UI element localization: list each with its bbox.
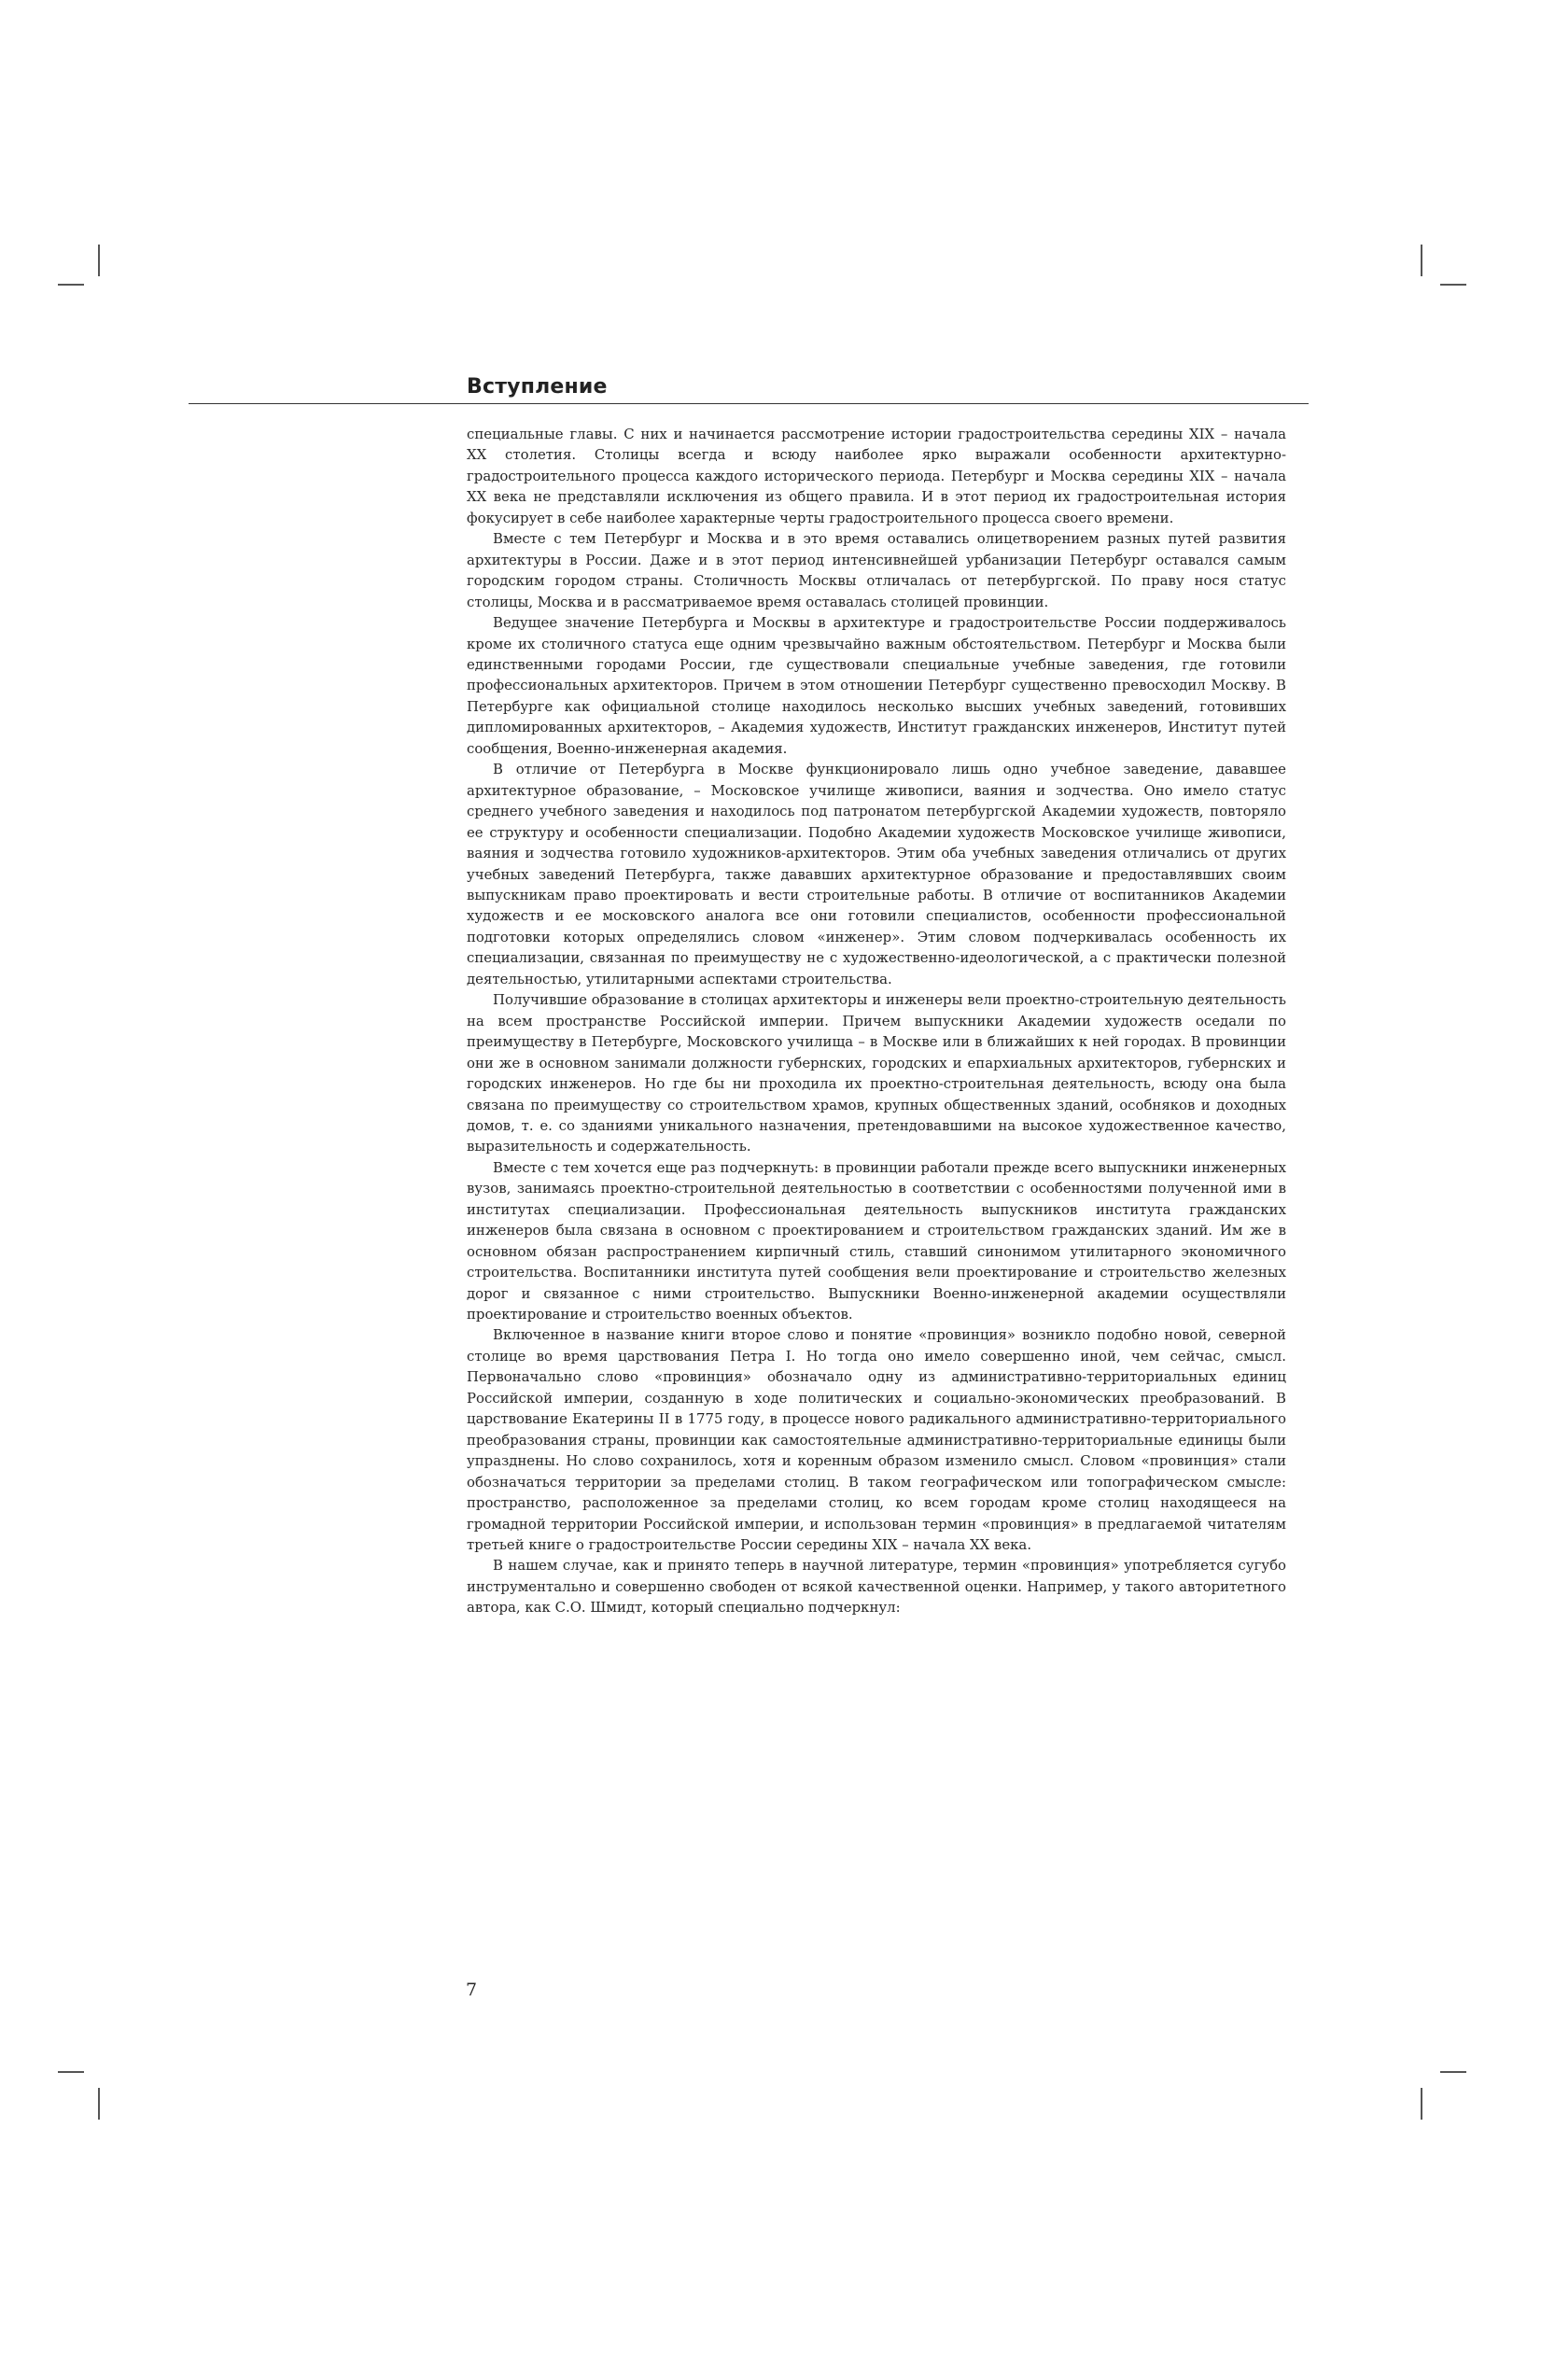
crop-mark <box>98 245 100 276</box>
body-text <box>467 424 1286 1618</box>
paragraph: В отличие от Петербурга в Москве функционировало лишь одно учебное заведение, дававшее архитектурное образование, – Московское училище живописи, ваяния и зодчества. Оно имело статус среднего учебного заведения и находилось под патронатом петербургской Академии художеств, повторяло ее структуру и особенности специализации. Подобно Академии художеств Московское училище живописи, ваяния и зодчества готовило художников-архитекторов. Этим оба учебных заведения отличались от других учебных заведений Петербурга, также дававших архитектурное образование и предоставлявших своим выпускникам право проектировать и вести строительные работы. В отличие от воспитанников Академии художеств и ее московского аналога все они готовили специалистов, особенности профессиональной подготовки которых определялись словом «инженер». Этим словом подчеркивалась особенность их специализации, связанная по преимуществу не с художественно-идеологической, а с практически полезной деятельностью, утилитарными аспектами строительства. <box>467 761 1286 987</box>
crop-mark <box>1421 2088 1422 2120</box>
paragraph: Вместе с тем Петербург и Москва и в это время оставались олицетворением разных путей развития архитектуры в России. Даже и в этот период интенсивнейшей урбанизации Петербург оставался самым городским городом страны. Столичность Москвы отличалась от петербургской. По праву нося статус столицы, Москва и в рассматриваемое время оставалась столицей провинции. <box>467 530 1286 610</box>
paragraph: специальные главы. С них и начинается рассмотрение истории градостроительства середины XIX – начала XX столетия. Столицы всегда и всюду наиболее ярко выражали особенности архитектурно-градостроительного процесса каждого исторического периода. Петербург и Москва середины XIX – начала XX века не представляли исключения из общего правила. И в этот период их градостроительная история фокусирует в себе наиболее характерные черты градостроительного процесса своего времени. <box>467 426 1286 526</box>
crop-mark <box>58 284 84 286</box>
crop-mark <box>1421 245 1422 276</box>
paragraph: Включенное в название книги второе слово и понятие «провинция» возникло подобно новой, северной столице во время царствования Петра I. Но тогда оно имело совершенно иной, чем сейчас, смысл. Первоначально слово «провинция» обозначало одну из административно-территориальных единиц Российской империи, созданную в ходе политических и социально-экономических преобразований. В царствование Екатерины II в 1775 году, в процессе нового радикального административно-территориального преобразования страны, провинции как самостоятельные административно-территориальные единицы были упразднены. Но слово сохранилось, хотя и коренным образом изменило смысл. Словом «провинция» стали обозначаться территории за пределами столиц. В таком географическом или топографическом смысле: пространство, расположенное за пределами столиц, ко всем городам кроме столиц находящееся на громадной территории Российской империи, и использован термин «провинция» в предлагаемой читателям третьей книге о градостроительстве России середины XIX – начала XX века. <box>467 1326 1286 1554</box>
crop-mark <box>1440 284 1466 286</box>
paragraph: Вместе с тем хочется еще раз подчеркнуть: в провинции работали прежде всего выпускники инженерных вузов, занимаясь проектно-строительной деятельностью в соответствии с особенностями полученной ими в институтах специализации. Профессиональная деятельность выпускников института гражданских инженеров была связана в основном с проектированием и строительством гражданских зданий. Им же в основном обязан распространением кирпичный стиль, ставший синонимом утилитарного экономичного строительства. Воспитанники института путей сообщения вели проектирование и строительство железных дорог и связанное с ними строительство. Выпускники Военно-инженерной академии осуществляли проектирование и строительство военных объектов. <box>467 1158 1286 1323</box>
page-number: 7 <box>466 1980 478 2000</box>
paragraph: Получившие образование в столицах архитекторы и инженеры вели проектно-строительную деятельность на всем пространстве Российской империи. Причем выпускники Академии художеств оседали по преимуществу в Петербурге, Московского училища – в Москве или в ближайших к ней городах. В провинции они же в основном занимали должности губернских, городских и епархиальных архитекторов, губернских и городских инженеров. Но где бы ни проходила их проектно-строительная деятельность, всюду она была связана по преимуществу со строительством храмов, крупных общественных зданий, особняков и доходных домов, т. е. со зданиями уникального назначения, претендовавшими на высокое художественное качество, выразительность и содержательность. <box>467 991 1286 1155</box>
crop-mark <box>58 2071 84 2073</box>
paragraph: Ведущее значение Петербурга и Москвы в архитектуре и градостроительстве России поддерживалось кроме их столичного статуса еще одним чрезвычайно важным обстоятельством. Петербург и Москва были единственными городами России, где существовали специальные учебные заведения, где готовили профессиональных архитекторов. Причем в этом отношении Петербург существенно превосходил Москву. В Петербурге как официальной столице находилось несколько высших учебных заведений, готовивших дипломированных архитекторов, – Академия художеств, Институт гражданских инженеров, Институт путей сообщения, Военно-инженерная академия. <box>467 614 1286 757</box>
crop-mark <box>1440 2071 1466 2073</box>
running-header-title: Вступление <box>467 375 608 399</box>
crop-mark <box>98 2088 100 2120</box>
paragraph: В нашем случае, как и принято теперь в научной литературе, термин «провинция» употребляется сугубо инструментально и совершенно свободен от всякой качественной оценки. Например, у такого авторитетного автора, как С.О. Шмидт, который специально подчеркнул: <box>467 1557 1286 1617</box>
header-rule <box>189 403 1309 404</box>
